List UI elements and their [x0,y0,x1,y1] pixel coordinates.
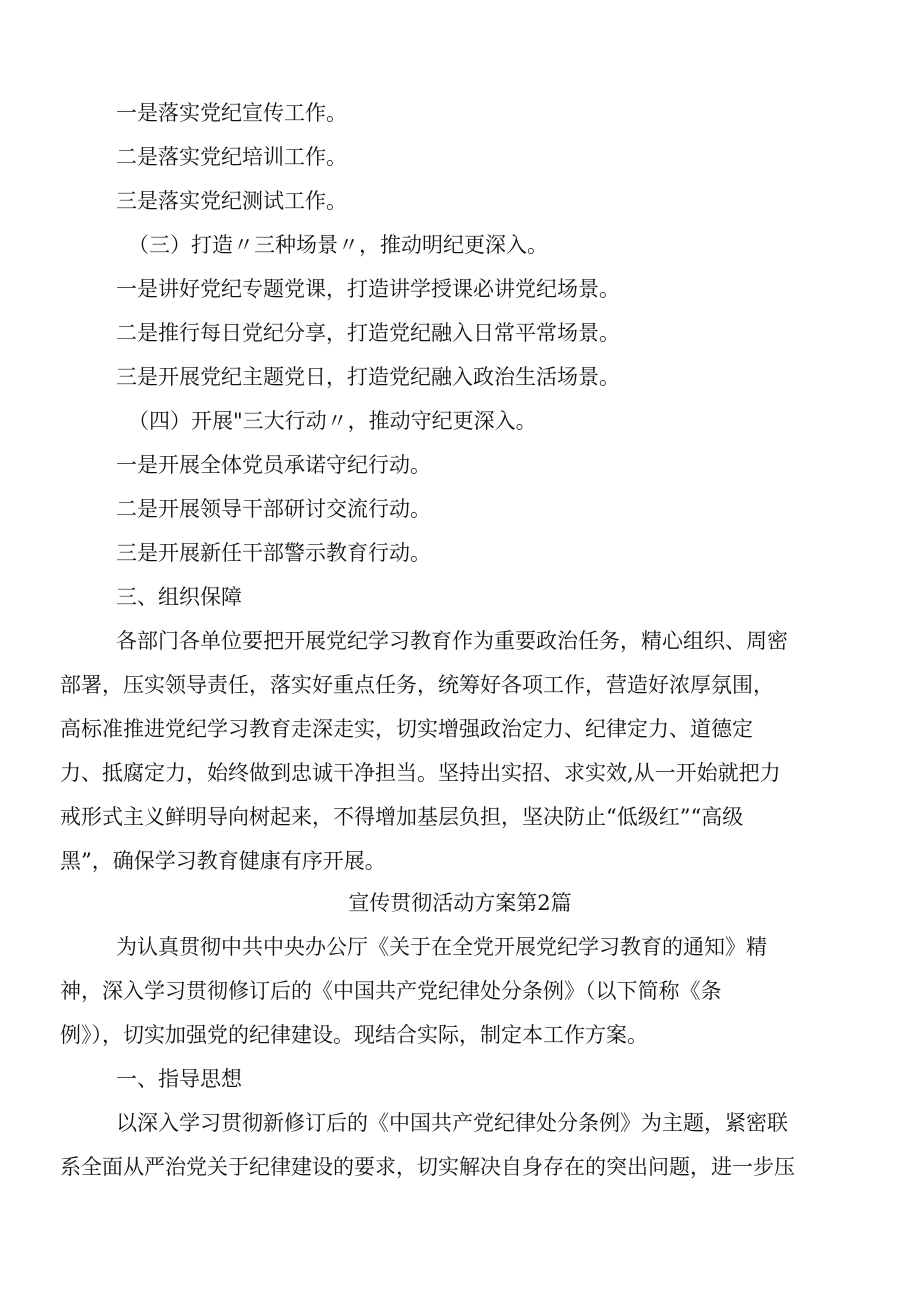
paragraph-line-3: 高标准推进党纪学习教育走深走实，切实增强政治定力、纪律定力、道德定 [60,717,753,741]
text-line-2: 二是落实党纪培训工作。 [116,145,347,169]
intro-line-2: 神，深入学习贯彻修订后的《中国共产党纪律处分条例》（以下简称《条 [60,979,722,1003]
text-line-11: 三是开展新任干部警示教育行动。 [116,541,431,565]
section-heading-three-scenes: （三）打造〃三种场景〃，推动明纪更深入。 [128,233,548,257]
section-heading-organization: 三、组织保障 [116,585,242,609]
guiding-line-1: 以深入学习贯彻新修订后的《中国共产党纪律处分条例》为主题，紧密联 [116,1111,788,1135]
paragraph-line-4: 力、抵腐定力，始终做到忠诚干净担当。坚持出实招、求实效,从一开始就把力 [60,761,781,785]
article-title: 宣传贯彻活动方案第2篇 [348,891,572,915]
text-line-5: 一是讲好党纪专题党课，打造讲学授课必讲党纪场景。 [116,277,620,301]
text-line-1: 一是落实党纪宣传工作。 [116,101,347,125]
text-line-3: 三是落实党纪测试工作。 [116,189,347,213]
paragraph-line-5: 戒形式主义鲜明导向树起来，不得增加基层负担，坚决防止“低级红”“高级 [60,805,744,829]
text-line-9: 一是开展全体党员承诺守纪行动。 [116,453,431,477]
paragraph-line-2: 部署，压实领导责任，落实好重点任务，统筹好各项工作，营造好浓厚氛围， [60,673,774,697]
text-line-10: 二是开展领导干部研讨交流行动。 [116,497,431,521]
paragraph-line-6: 黑”，确保学习教育健康有序开展。 [60,849,386,873]
intro-line-3: 例》），切实加强党的纪律建设。现结合实际，制定本工作方案。 [60,1023,648,1047]
section-heading-guiding-thought: 一、指导思想 [116,1067,242,1091]
text-line-7: 三是开展党纪主题党日，打造党纪融入政治生活场景。 [116,365,620,389]
section-heading-three-actions: （四）开展"三大行动〃，推动守纪更深入。 [128,409,537,433]
paragraph-line-1: 各部门各单位要把开展党纪学习教育作为重要政治任务，精心组织、周密 [116,629,788,653]
intro-line-1: 为认真贯彻中共中央办公厅《关于在全党开展党纪学习教育的通知》精 [116,935,767,959]
text-line-6: 二是推行每日党纪分享，打造党纪融入日常平常场景。 [116,321,620,345]
guiding-line-2: 系全面从严治党关于纪律建设的要求，切实解决自身存在的突出问题，进一步压 [60,1155,795,1179]
